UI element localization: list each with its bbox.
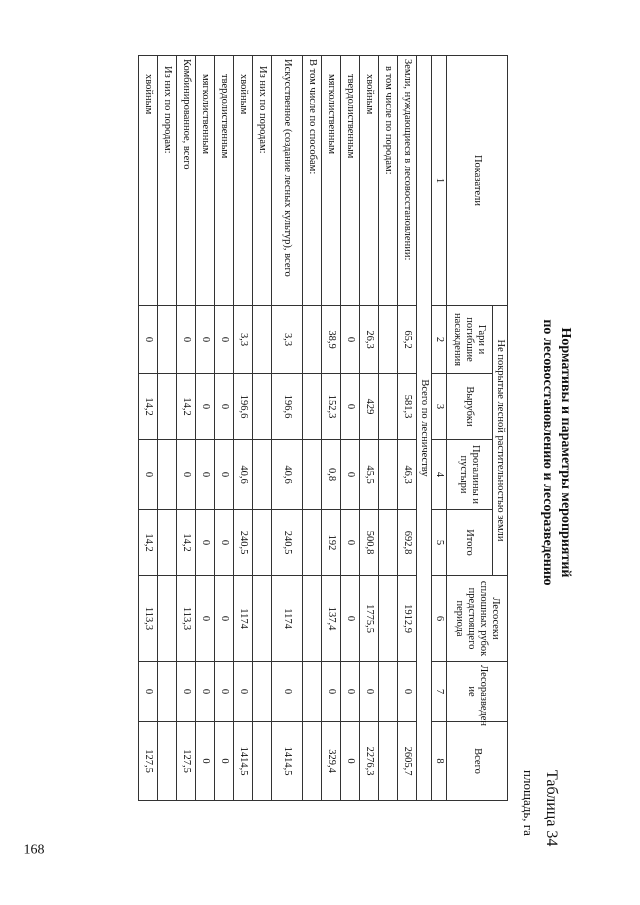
col-number: 8 [432, 722, 447, 801]
table-cell: 0 [322, 662, 341, 722]
table-body [139, 56, 417, 801]
table-cell [253, 510, 272, 576]
row-label: в том числе по породам: [379, 56, 398, 306]
table-row [139, 56, 158, 801]
table-cell [303, 440, 322, 510]
table-cell [303, 576, 322, 662]
table-cell: 137,4 [322, 576, 341, 662]
table-cell: 500,8 [360, 510, 379, 576]
norms-table [138, 55, 508, 801]
table-row [398, 56, 417, 801]
table-cell: 0 [215, 374, 234, 440]
table-cell: 113,3 [139, 576, 158, 662]
col-number: 4 [432, 440, 447, 510]
table-cell [303, 374, 322, 440]
table-cell: 1414,5 [272, 722, 303, 801]
table-cell: 692,8 [398, 510, 417, 576]
header-fires: Гари и погибшие насаждения [447, 306, 493, 374]
table-cell: 0 [215, 306, 234, 374]
table-cell [158, 510, 177, 576]
table-cell: 1174 [234, 576, 253, 662]
title-line-1: Нормативы и параметры мероприятий [558, 327, 573, 578]
table-cell [379, 662, 398, 722]
table-cell [158, 306, 177, 374]
table-cell [303, 510, 322, 576]
title-line-2: по лесовосстановлению и лесоразведению [540, 319, 555, 586]
table-cell: 0 [215, 662, 234, 722]
table-row [379, 56, 398, 801]
table-cell: 0,8 [322, 440, 341, 510]
table-cell: 65,2 [398, 306, 417, 374]
table-row [215, 56, 234, 801]
table-cell [253, 306, 272, 374]
table-cell: 0 [139, 440, 158, 510]
table-cell [253, 576, 272, 662]
row-label: хвойным [234, 56, 253, 306]
header-cuts: Вырубки [447, 374, 493, 440]
row-label: Земли, нуждающиеся в лесовосстановлении: [398, 56, 417, 306]
row-label: мягколиственным [196, 56, 215, 306]
table-cell: 0 [177, 662, 196, 722]
table-cell: 196,6 [234, 374, 253, 440]
table-row [177, 56, 196, 801]
table-cell [253, 440, 272, 510]
table-cell: 0 [196, 374, 215, 440]
table-cell: 329,4 [322, 722, 341, 801]
header-total-np: Итого [447, 510, 493, 576]
table-cell: 196,6 [272, 374, 303, 440]
row-label: мягколиственным [322, 56, 341, 306]
table-cell: 14,2 [177, 510, 196, 576]
row-label: твердолиственным [341, 56, 360, 306]
table-cell: 1414,5 [234, 722, 253, 801]
table-cell: 46,3 [398, 440, 417, 510]
table-cell: 0 [398, 662, 417, 722]
col-number: 6 [432, 576, 447, 662]
table-cell [303, 306, 322, 374]
row-label: хвойным [360, 56, 379, 306]
table-cell: 0 [139, 662, 158, 722]
row-label: твердолиственным [215, 56, 234, 306]
table-cell: 0 [234, 662, 253, 722]
table-cell: 0 [272, 662, 303, 722]
table-cell [158, 374, 177, 440]
table-cell: 0 [215, 510, 234, 576]
row-label: Из них по породам: [158, 56, 177, 306]
table-cell: 0 [341, 576, 360, 662]
col-number: 3 [432, 374, 447, 440]
table-row [303, 56, 322, 801]
header-clearcuts: Лесосеки сплошных рубок предстоящего периода [447, 576, 508, 662]
table-cell: 38,9 [322, 306, 341, 374]
table-cell: 0 [341, 722, 360, 801]
table-cell [158, 440, 177, 510]
table-cell: 0 [341, 440, 360, 510]
table-cell [253, 722, 272, 801]
col-number: 7 [432, 662, 447, 722]
row-label: Комбинированное, всего [177, 56, 196, 306]
units-label: площадь, га [521, 770, 536, 836]
table-cell: 3,3 [234, 306, 253, 374]
table-cell [253, 374, 272, 440]
table-cell [379, 576, 398, 662]
table-cell: 14,2 [177, 374, 196, 440]
table-cell: 0 [196, 306, 215, 374]
section-label: Всего по лесничеству [417, 56, 432, 801]
table-cell: 40,6 [272, 440, 303, 510]
table-cell [303, 722, 322, 801]
col-number: 1 [432, 56, 447, 306]
table-cell [303, 662, 322, 722]
table-cell: 0 [139, 306, 158, 374]
table-cell: 1174 [272, 576, 303, 662]
table-row [234, 56, 253, 801]
col-number: 2 [432, 306, 447, 374]
table-cell: 0 [215, 576, 234, 662]
table-cell: 0 [196, 662, 215, 722]
table-cell: 0 [177, 306, 196, 374]
table-cell: 0 [196, 576, 215, 662]
table-cell: 240,5 [272, 510, 303, 576]
table-cell: 240,5 [234, 510, 253, 576]
table-cell: 0 [341, 662, 360, 722]
table-cell: 127,5 [139, 722, 158, 801]
table-cell: 0 [196, 440, 215, 510]
table-row [341, 56, 360, 801]
table-cell: 1912,9 [398, 576, 417, 662]
table-cell: 0 [360, 662, 379, 722]
table-row [158, 56, 177, 801]
table-cell [158, 576, 177, 662]
table-row [322, 56, 341, 801]
table-cell: 2605,7 [398, 722, 417, 801]
table-cell: 127,5 [177, 722, 196, 801]
table-cell: 152,3 [322, 374, 341, 440]
table-cell: 45,5 [360, 440, 379, 510]
table-cell [379, 374, 398, 440]
table-cell: 192 [322, 510, 341, 576]
table-cell [158, 662, 177, 722]
row-label: хвойным [139, 56, 158, 306]
table-cell: 0 [341, 306, 360, 374]
table-cell: 0 [341, 374, 360, 440]
table-row [272, 56, 303, 801]
table-number: Таблица 34 [543, 770, 560, 847]
table-row [196, 56, 215, 801]
table-cell: 0 [196, 510, 215, 576]
table-cell: 1775,5 [360, 576, 379, 662]
table-cell [379, 306, 398, 374]
header-glades: Прогалины и пустыри [447, 440, 493, 510]
table-cell: 0 [215, 722, 234, 801]
header-total: Всего [447, 722, 508, 801]
table-cell [379, 440, 398, 510]
table-cell: 429 [360, 374, 379, 440]
table-cell [379, 722, 398, 801]
table-row [360, 56, 379, 801]
row-label: В том числе по способам: [303, 56, 322, 306]
table-cell: 40,6 [234, 440, 253, 510]
table-cell: 113,3 [177, 576, 196, 662]
table-cell: 0 [341, 510, 360, 576]
table-cell: 581,3 [398, 374, 417, 440]
table-cell: 14,2 [139, 510, 158, 576]
table-cell: 14,2 [139, 374, 158, 440]
table-cell [158, 722, 177, 801]
table-cell: 0 [215, 440, 234, 510]
header-afforestation: Лесоразведен ие [447, 662, 508, 722]
header-indicators: Показатели [447, 56, 508, 306]
table-cell: 0 [196, 722, 215, 801]
table-cell: 2276,3 [360, 722, 379, 801]
table-cell: 26,3 [360, 306, 379, 374]
table-row [253, 56, 272, 801]
table-cell: 3,3 [272, 306, 303, 374]
header-group: Не покрытые лесной растительностью земли [493, 306, 508, 576]
page-number: 168 [23, 842, 45, 858]
table-cell [379, 510, 398, 576]
col-number: 5 [432, 510, 447, 576]
row-label: Из них по породам: [253, 56, 272, 306]
column-numbers-row [432, 56, 447, 801]
table-cell: 0 [177, 440, 196, 510]
row-label: Искусственное (создание лесных культур), всего [272, 56, 303, 306]
table-cell [253, 662, 272, 722]
